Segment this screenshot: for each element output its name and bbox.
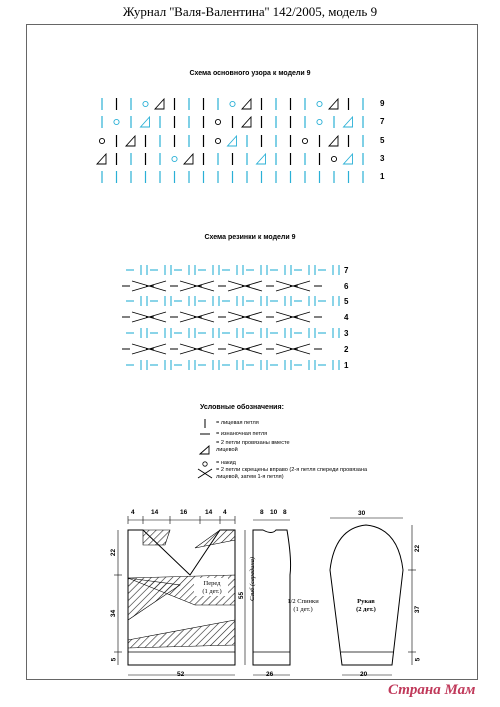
- back-dim-bottom: 26: [266, 671, 274, 678]
- front-dim-top-5: 4: [223, 509, 227, 516]
- page-title: Журнал ''Валя-Валентина'' 142/2005, модель 9: [122, 4, 378, 19]
- front-dim-left-3: 5: [110, 657, 118, 662]
- back-dim-top-3: 8: [283, 509, 287, 516]
- sleeve-dim-right-1: 22: [414, 544, 422, 553]
- front-label: Перед (1 дет.): [202, 580, 222, 595]
- front-dim-top-2: 14: [151, 509, 159, 516]
- site-watermark: Страна Мам: [388, 682, 476, 698]
- sleeve-dim-right-2: 37: [414, 605, 422, 614]
- pattern-row-number: 1: [380, 172, 385, 181]
- pattern-row-number: 7: [380, 117, 385, 126]
- back-dim-top-2: 10: [270, 509, 278, 516]
- pattern-row-number: 5: [380, 136, 385, 145]
- front-dim-left-1: 22: [110, 548, 118, 557]
- front-dim-left-2: 34: [110, 609, 118, 618]
- fold-label: Сгиб (середина): [249, 556, 256, 601]
- pattern-chart-title: Схема основного узора к модели 9: [189, 70, 311, 77]
- sleeve-dim-bottom: 20: [360, 671, 368, 678]
- legend-title: Условные обозначения:: [200, 404, 284, 411]
- pattern-row-number: 3: [380, 154, 385, 163]
- legend-purl-text: = изнаночная петля: [216, 431, 268, 437]
- front-piece: [128, 530, 235, 665]
- pattern-row-number: 9: [380, 99, 385, 108]
- rib-chart-title: Схема резинки к модели 9: [204, 234, 296, 241]
- legend-k2tog-text: = 2 петли провязаны вместе лицевой: [216, 440, 290, 453]
- front-dim-top-3: 16: [180, 509, 188, 516]
- rib-row-number: 6: [344, 282, 349, 291]
- sleeve-dim-right-3: 5: [414, 657, 422, 662]
- back-dim-top-1: 8: [260, 509, 264, 516]
- legend-cross-text: = 2 петли скрещены вправо (2-я петля спереди провязана лицевой, затем 1-я петля): [216, 467, 368, 480]
- front-dim-top-4: 14: [205, 509, 213, 516]
- legend-yarn-over-text: = накид: [216, 460, 236, 466]
- front-dim-top-1: 4: [131, 509, 135, 516]
- sleeve-dim-top: 30: [358, 510, 366, 517]
- rib-row-number: 2: [344, 345, 349, 354]
- back-label: 1/2 Спинки (1 дет.): [287, 598, 319, 613]
- rib-row-number: 3: [344, 329, 349, 338]
- front-dim-right: 55: [238, 591, 246, 600]
- rib-row-number: 1: [344, 361, 349, 370]
- legend-knit-text: = лицевая петля: [216, 420, 259, 426]
- rib-row-number: 4: [344, 313, 349, 322]
- rib-row-number: 7: [344, 266, 349, 275]
- front-dim-bottom: 52: [177, 671, 185, 678]
- sleeve-piece: [330, 525, 403, 665]
- rib-row-number: 5: [344, 297, 349, 306]
- sleeve-label: Рукав (2 дет.): [356, 598, 376, 613]
